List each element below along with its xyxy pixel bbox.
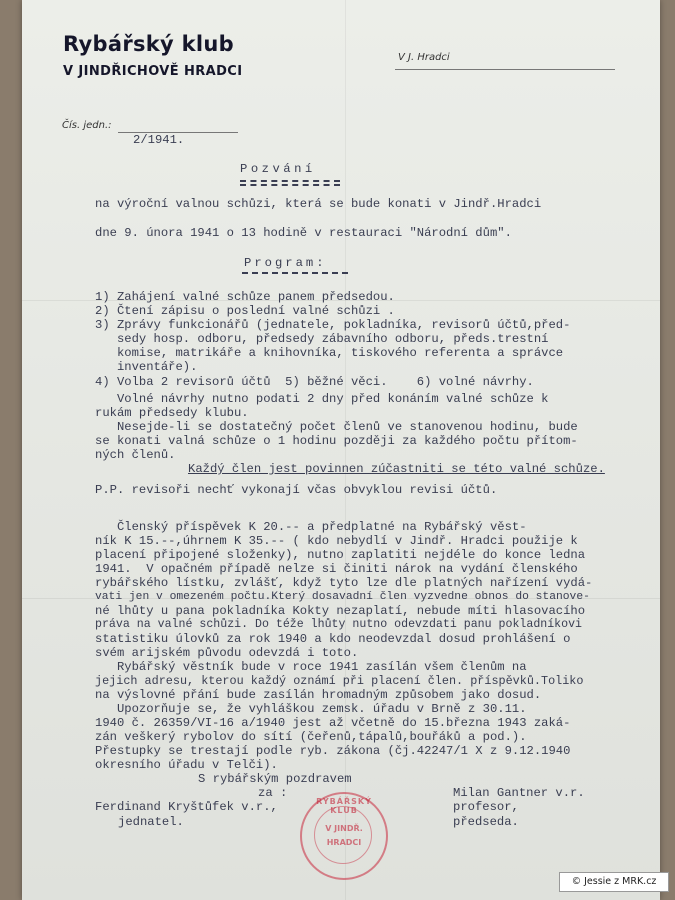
fold-line xyxy=(345,0,346,900)
program-item: 3) Zprávy funkcionářů (jednatele, pokladníka, revisorů účtů,před- xyxy=(95,318,571,332)
signatory-right-role: předseda. xyxy=(453,815,519,829)
greeting: S rybářským pozdravem xyxy=(198,772,352,786)
decree-line: zán veškerý rybolov do sítí (čeřenů,tápalů,bouřáků a pod.). xyxy=(95,730,527,744)
fees-line: vati jen v omezeném počtu.Který dosavadní člen vyzvedne obnos do stanove- xyxy=(95,591,590,603)
ref-number: 2/1941. xyxy=(133,133,185,147)
copyright-watermark: © Jessie z MRK.cz xyxy=(559,872,669,892)
program-item: komise, matrikáře a knihovníka, tiskového referenta a správce xyxy=(95,346,564,360)
note-line: se konati valná schůze o 1 hodinu později za každého počtu přítom- xyxy=(95,434,578,448)
club-name: Rybářský klub xyxy=(63,32,234,56)
note-line: Volné návrhy nutno podati 2 dny před konáním valné schůze k xyxy=(95,392,549,406)
vestnik-line: jejich adresu, kterou každý oznámí při placení člen. příspěvků.Toliko xyxy=(95,674,584,688)
decree-line: Přestupky se trestají podle ryb. zákona (čj.42247/1 X z 9.12.1940 xyxy=(95,744,571,758)
fees-line: rybářského lístku, zvlášť, když tyto lze dle platných nařízení vydá- xyxy=(95,576,593,590)
note-line: rukám předsedy klubu. xyxy=(95,406,249,420)
intro-line: dne 9. února 1941 o 13 hodině v restauraci "Národní dům". xyxy=(95,226,512,240)
stamp-line: HRADCI xyxy=(326,838,362,847)
decree-line: 1940 č. 26359/VI-16 a/1940 jest až včetně do 15.března 1943 zaká- xyxy=(95,716,571,730)
fees-line: Členský příspěvek K 20.-- a předplatné na Rybářský věst- xyxy=(95,520,527,534)
note-line: Nesejde-li se dostatečný počet členů ve stanovenou hodinu, bude xyxy=(95,420,578,434)
fees-line: svém arijském původu odevzdá i toto. xyxy=(95,646,359,660)
fees-line: statistiku úlovků za rok 1940 a kdo neodevzdal dosud prohlášení o xyxy=(95,632,571,646)
fees-line: 1941. V opačném případě nelze si činiti nárok na vydání členského xyxy=(95,562,578,576)
decree-line: Upozorňuje se, že vyhláškou zemsk. úřadu v Brně z 30.11. xyxy=(95,702,527,716)
place-label: V J. Hradci xyxy=(398,52,450,63)
mandatory-notice: Každý člen jest povinnen zúčastniti se této valné schůze. xyxy=(188,462,605,476)
club-stamp xyxy=(300,792,388,880)
fees-line: ník K 15.--,úhrnem K 35.-- ( kdo nebydlí v Jindř. Hradci použije k xyxy=(95,534,578,548)
note-line: ných členů. xyxy=(95,448,176,462)
stamp-line: V JINDŘ. xyxy=(325,824,363,833)
program-title: Program: xyxy=(244,256,327,270)
fees-line: placení připojené složenky), nutno zaplatiti nejdéle do konce ledna xyxy=(95,548,586,562)
place-line xyxy=(395,69,615,70)
ps-note: P.P. revisoři nechť vykonají včas obvyklou revisi účtů. xyxy=(95,483,498,497)
program-item: 4) Volba 2 revisorů účtů 5) běžné věci. 6) volné návrhy. xyxy=(95,375,534,389)
signatory-left-name: Ferdinand Kryštůfek v.r., xyxy=(95,800,278,814)
intro-line: na výroční valnou schůzi, která se bude konati v Jindř.Hradci xyxy=(95,197,542,211)
club-location: V JINDŘICHOVĚ HRADCI xyxy=(63,64,243,79)
program-item: sedy hosp. odboru, předsedy zábavního odboru, předs.trestní xyxy=(95,332,549,346)
program-item: inventáře). xyxy=(95,360,198,374)
fees-line: né lhůty u pana pokladníka Kokty nezaplatí, nebude míti hlasovacího xyxy=(95,604,586,618)
za-label: za : xyxy=(258,786,288,800)
vestnik-line: na výslovné přání bude zasílán hromadným způsobem jako dosud. xyxy=(95,688,542,702)
ref-label: Čís. jedn.: xyxy=(62,120,112,131)
decree-line: okresního úřadu v Telči). xyxy=(95,758,278,772)
fees-line: práva na valné schůzi. Do téže lhůty nutno odevzdati panu pokladníkovi xyxy=(95,618,583,631)
program-item: 1) Zahájení valné schůze panem předsedou. xyxy=(95,290,395,304)
program-underline xyxy=(242,272,348,276)
signatory-right-name: Milan Gantner v.r. xyxy=(453,786,585,800)
signatory-right-title: profesor, xyxy=(453,800,519,814)
title-underline xyxy=(240,184,340,188)
document-title: Pozvání xyxy=(240,162,316,176)
stamp-ring-text: RYBÁŘSKÝ KLUB xyxy=(316,797,372,815)
vestnik-line: Rybářský věstník bude v roce 1941 zasílán všem členům na xyxy=(95,660,527,674)
program-item: 2) Čtení zápisu o poslední valné schůzi . xyxy=(95,304,395,318)
signatory-left-role: jednatel. xyxy=(118,815,184,829)
